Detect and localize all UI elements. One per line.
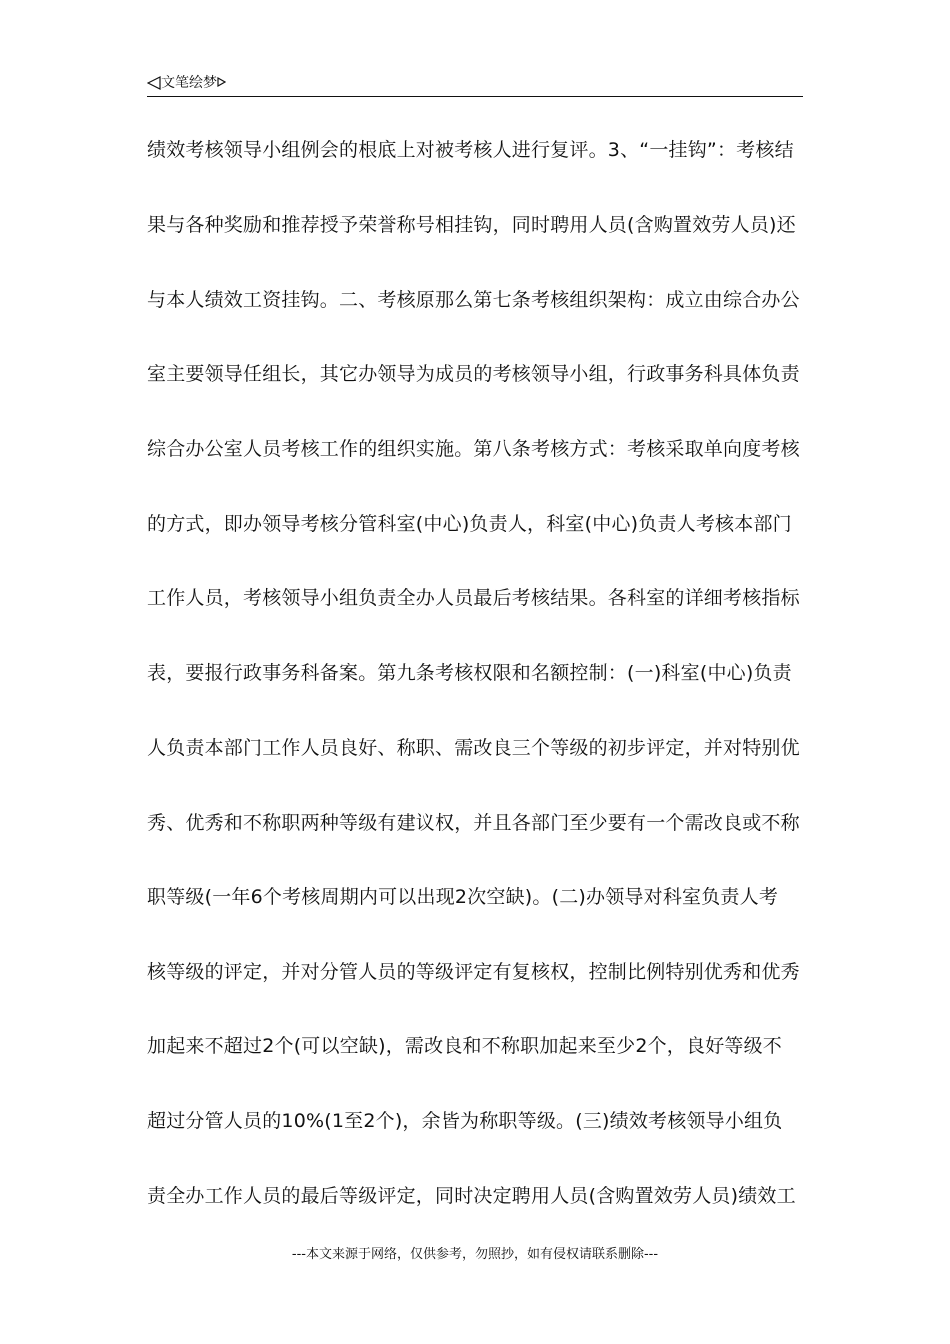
body-line: 综合办公室人员考核工作的组织实施。第八条考核方式：考核采取单向度考核	[147, 438, 800, 460]
page-header	[147, 72, 803, 97]
right-triangle-icon	[217, 76, 226, 90]
body-line: 人负责本部门工作人员良好、称职、需改良三个等级的初步评定，并对特别优	[147, 737, 800, 759]
body-line: 秀、优秀和不称职两种等级有建议权，并且各部门至少要有一个需改良或不称	[147, 812, 800, 834]
body-line: 责全办工作人员的最后等级评定，同时决定聘用人员(含购置效劳人员)绩效工	[147, 1185, 796, 1207]
header-title: 文笔绘梦	[161, 75, 217, 91]
body-line: 绩效考核领导小组例会的根底上对被考核人进行复评。3、“一挂钩”：考核结	[147, 139, 794, 161]
header-title-group	[147, 74, 226, 92]
body-line: 果与各种奖励和推荐授予荣誉称号相挂钩，同时聘用人员(含购置效劳人员)还	[147, 214, 796, 236]
body-line: 工作人员，考核领导小组负责全办人员最后考核结果。各科室的详细考核指标	[147, 587, 800, 609]
page-footer: ---本文来源于网络，仅供参考，勿照抄，如有侵权请联系删除---	[291, 1247, 659, 1262]
body-line: 加起来不超过2个(可以空缺)，需改良和不称职加起来至少2个，良好等级不	[147, 1035, 783, 1057]
body-line: 超过分管人员的10%(1至2个)，余皆为称职等级。(三)绩效考核领导小组负	[147, 1110, 783, 1132]
body-line: 表，要报行政事务科备案。第九条考核权限和名额控制：(一)科室(中心)负责	[147, 662, 792, 684]
left-triangle-icon	[147, 76, 161, 90]
body-line: 室主要领导任组长，其它办领导为成员的考核领导小组，行政事务科具体负责	[147, 363, 800, 385]
body-line: 的方式，即办领导考核分管科室(中心)负责人，科室(中心)负责人考核本部门	[147, 513, 792, 535]
body-line: 核等级的评定，并对分管人员的等级评定有复核权，控制比例特别优秀和优秀	[147, 961, 800, 983]
body-line: 与本人绩效工资挂钩。二、考核原那么第七条考核组织架构：成立由综合办公	[147, 289, 800, 311]
body-line: 职等级(一年6个考核周期内可以出现2次空缺)。(二)办领导对科室负责人考	[147, 886, 779, 908]
